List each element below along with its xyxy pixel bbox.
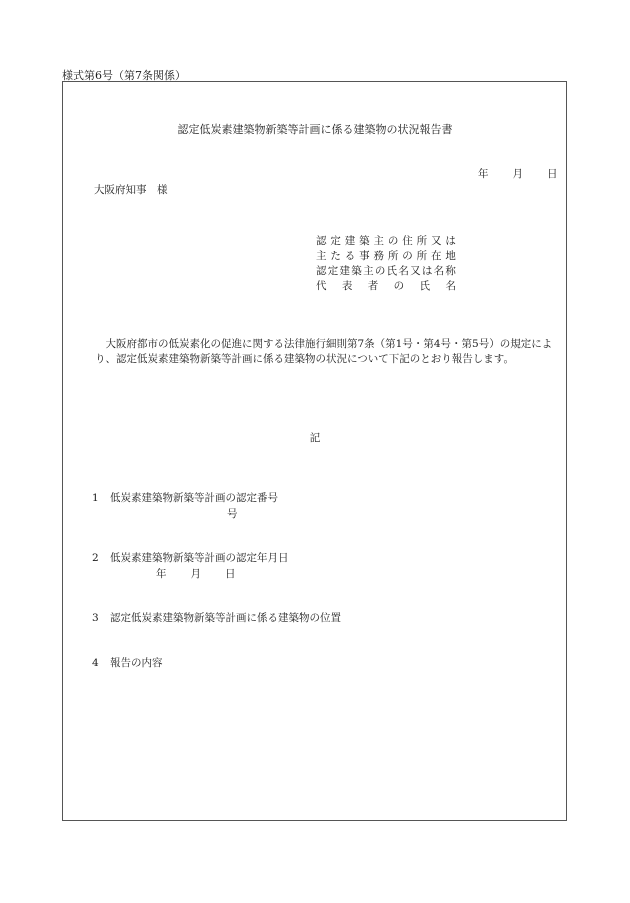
- applicant-char: 名: [433, 265, 445, 277]
- item-number: 3: [92, 612, 99, 624]
- date-year: 年: [478, 168, 489, 180]
- item-certification-number: [92, 490, 278, 505]
- applicant-char: 主: [316, 250, 327, 262]
- applicant-char: 定: [327, 265, 339, 277]
- applicant-char: 又: [431, 235, 442, 247]
- cert-year: 年: [156, 568, 167, 580]
- item-label: 低炭素建築物新築等計画の認定年月日: [110, 552, 289, 564]
- applicant-char: 表: [341, 280, 353, 292]
- item-building-location: [92, 610, 341, 625]
- applicant-char: 所: [387, 250, 399, 262]
- item-label: 認定低炭素建築物新築等計画に係る建築物の位置: [110, 612, 341, 624]
- applicant-char: 所: [416, 250, 428, 262]
- applicant-char: 称: [445, 265, 456, 277]
- applicant-char: 氏: [419, 280, 431, 292]
- applicant-office-label: [316, 248, 456, 263]
- body-paragraph: 大阪府都市の低炭素化の促進に関する法律施行細則第7条（第1号・第4号・第5号）の規定により、認定低炭素建築物新築等計画に係る建築物の状況について下記のとおり報告します。: [95, 338, 553, 365]
- applicant-char: 在: [431, 250, 442, 262]
- applicant-char: 務: [373, 250, 384, 262]
- applicant-char: 築: [351, 265, 362, 277]
- applicant-char: 定: [330, 235, 341, 247]
- applicant-char: の: [387, 235, 399, 247]
- applicant-char: 主: [373, 235, 384, 247]
- applicant-char: 認: [316, 265, 327, 277]
- applicant-char: る: [344, 250, 356, 262]
- cert-month: 月: [190, 568, 201, 580]
- date-month: 月: [512, 168, 523, 180]
- date-day: 日: [547, 168, 558, 180]
- ki-heading: 記: [309, 432, 321, 444]
- item-certification-number-suffix: 号: [227, 508, 238, 520]
- item-report-content: [92, 655, 163, 670]
- applicant-char: 名: [398, 265, 409, 277]
- applicant-char: た: [330, 250, 341, 262]
- representative-name-label: [316, 278, 456, 293]
- item-certification-date-fields: [156, 566, 236, 581]
- item-number: 1: [92, 492, 99, 504]
- applicant-char: は: [421, 265, 433, 277]
- applicant-char: 代: [316, 280, 327, 292]
- applicant-char: 認: [316, 235, 327, 247]
- applicant-char: 所: [416, 235, 428, 247]
- applicant-char: 氏: [386, 265, 398, 277]
- applicant-char: 建: [339, 265, 351, 277]
- recipient: 大阪府知事 様: [94, 184, 168, 196]
- form-number: 様式第6号（第7条関係）: [62, 69, 186, 82]
- applicant-name-label: [316, 263, 456, 278]
- applicant-char: 地: [445, 250, 456, 262]
- applicant-char: 名: [445, 280, 456, 292]
- applicant-char: の: [374, 265, 386, 277]
- date-line: [478, 166, 558, 181]
- applicant-address-label: [316, 233, 456, 248]
- applicant-char: 住: [402, 235, 413, 247]
- applicant-char: 主: [363, 265, 374, 277]
- applicant-char: の: [393, 280, 405, 292]
- item-label: 低炭素建築物新築等計画の認定番号: [110, 492, 278, 504]
- applicant-char: 者: [367, 280, 379, 292]
- item-label: 報告の内容: [110, 657, 163, 669]
- item-number: 2: [92, 552, 99, 564]
- applicant-char: 又: [410, 265, 421, 277]
- applicant-char: 事: [359, 250, 370, 262]
- document-title: 認定低炭素建築物新築等計画に係る建築物の状況報告書: [177, 123, 453, 136]
- applicant-char: 築: [359, 235, 370, 247]
- cert-day: 日: [225, 568, 236, 580]
- item-certification-date: [92, 550, 289, 565]
- applicant-char: 建: [344, 235, 356, 247]
- item-number: 4: [92, 657, 99, 669]
- applicant-char: の: [402, 250, 413, 262]
- applicant-char: は: [445, 235, 456, 247]
